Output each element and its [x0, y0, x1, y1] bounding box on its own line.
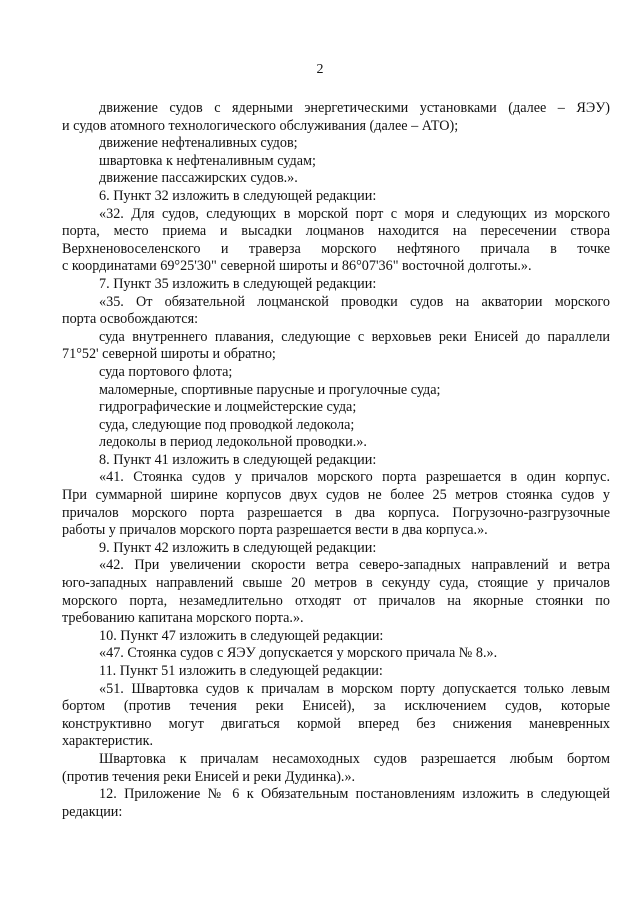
text-line: швартовка к нефтеналивным судам;: [99, 152, 316, 169]
text-line: движение нефтеналивных судов;: [99, 135, 298, 152]
text-line: причалов морского порта разрешается в два корпуса. Погрузочно-разгрузочные: [62, 504, 610, 521]
text-line: конструктивно могут двигаться кормой вперед без снижения маневренных: [62, 715, 610, 732]
text-line: суда, следующие под проводкой ледокола;: [99, 416, 355, 433]
text-line: работы у причалов морского порта разрешается вести в два корпуса.».: [62, 522, 488, 539]
text-line: порта освобождаются:: [62, 311, 199, 328]
text-line: «42. При увеличении скорости ветра северо-западных направлений и ветра: [99, 557, 610, 574]
text-line: Швартовка к причалам несамоходных судов разрешается любым бортом: [99, 750, 610, 767]
text-line: требованию капитана морского порта.».: [62, 610, 304, 627]
text-line: (против течения реки Енисей и реки Дудинка).».: [62, 768, 356, 785]
text-line: «47. Стоянка судов с ЯЭУ допускается у морского причала № 8.».: [99, 645, 498, 662]
text-line: Верхненовоселенского и траверза морского нефтяного причала в точке: [62, 240, 610, 257]
text-line: При суммарной ширине корпусов двух судов не более 25 метров стоянка судов у: [62, 487, 610, 504]
text-line: движение пассажирских судов.».: [99, 170, 298, 187]
text-line: 71°52' северной широты и обратно;: [62, 346, 276, 363]
text-line: порта, место приема и высадки лоцманов находится на пересечении створа: [62, 223, 610, 240]
document-body: [62, 100, 610, 821]
text-line: «41. Стоянка судов у причалов морского порта разрешается в один корпус.: [99, 469, 610, 486]
text-line: 6. Пункт 32 изложить в следующей редакции:: [99, 187, 377, 204]
text-line: 10. Пункт 47 изложить в следующей редакции:: [99, 627, 384, 644]
text-line: 7. Пункт 35 изложить в следующей редакции:: [99, 275, 377, 292]
text-line: гидрографические и лоцмейстерские суда;: [99, 399, 357, 416]
text-line: «51. Швартовка судов к причалам в морском порту допускается только левым: [99, 680, 610, 697]
text-line: характеристик.: [62, 733, 154, 750]
text-line: морского порта, незамедлительно отходят от причалов на якорные стоянки по: [62, 592, 610, 609]
text-line: 9. Пункт 42 изложить в следующей редакции:: [99, 539, 377, 556]
text-line: и судов атомного технологического обслуживания (далее – АТО);: [62, 117, 459, 134]
text-line: юго-западных направлений свыше 20 метров в секунду суда, стоящие у причалов: [62, 575, 610, 592]
text-line: «32. Для судов, следующих в морской порт с моря и следующих из морского: [99, 205, 610, 222]
text-line: бортом (против течения реки Енисей), за исключением судов, которые: [62, 698, 610, 715]
text-line: 8. Пункт 41 изложить в следующей редакции:: [99, 451, 377, 468]
text-line: редакции:: [62, 803, 123, 820]
text-line: суда портового флота;: [99, 363, 233, 380]
page-number: 2: [316, 62, 324, 77]
text-line: с координатами 69°25'30" северной широты и 86°07'36" восточной долготы.».: [62, 258, 532, 275]
text-line: движение судов с ядерными энергетическими установками (далее – ЯЭУ): [99, 100, 610, 116]
text-line: 12. Приложение № 6 к Обязательным постановлениям изложить в следующей: [99, 786, 610, 803]
text-line: маломерные, спортивные парусные и прогулочные суда;: [99, 381, 441, 398]
text-line: «35. От обязательной лоцманской проводки судов на акватории морского: [99, 293, 610, 310]
text-line: 11. Пункт 51 изложить в следующей редакции:: [99, 663, 383, 679]
text-line: ледоколы в период ледокольной проводки.».: [99, 434, 367, 451]
text-line: суда внутреннего плавания, следующие с верховьев реки Енисей до параллели: [99, 328, 610, 345]
